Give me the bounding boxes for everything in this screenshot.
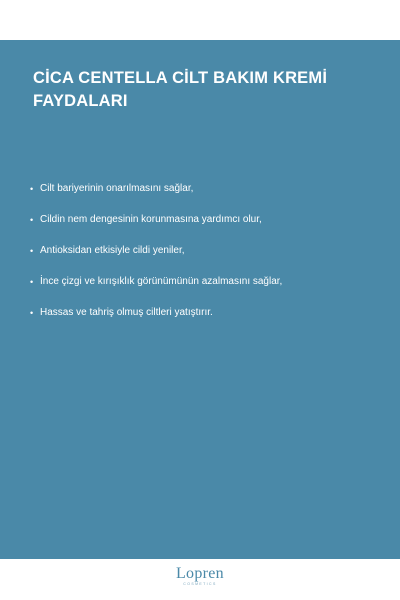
bullet-icon: •: [30, 308, 34, 318]
benefits-list: [30, 182, 380, 337]
benefit-item: [30, 182, 380, 196]
benefit-text: Antioksidan etkisiyle cildi yeniler,: [40, 245, 185, 256]
benefit-text: İnce çizgi ve kırışıklık görünümünün azalmasını sağlar,: [40, 276, 283, 287]
benefit-item: [30, 244, 380, 258]
bullet-icon: •: [30, 184, 34, 194]
bullet-icon: •: [30, 277, 34, 287]
benefit-text: Cilt bariyerinin onarılmasını sağlar,: [40, 183, 194, 194]
benefits-panel: [0, 40, 400, 559]
benefit-item: [30, 306, 380, 320]
page-title: [33, 67, 373, 113]
benefit-text: Cildin nem dengesinin korunmasına yardımcı olur,: [40, 214, 262, 225]
benefit-text: Hassas ve tahriş olmuş ciltleri yatıştırır.: [40, 307, 213, 318]
brand-tagline: COSMETICS: [183, 582, 217, 586]
brand-logo: [0, 565, 400, 587]
brand-name: Lopren: [175, 565, 224, 582]
bullet-icon: •: [30, 246, 34, 256]
title-line-1: CİCA CENTELLA CİLT BAKIM KREMİ: [33, 69, 328, 87]
bullet-icon: •: [30, 215, 34, 225]
title-line-2: FAYDALARI: [33, 92, 128, 110]
footer: [0, 559, 400, 600]
benefit-item: [30, 275, 380, 289]
benefit-item: [30, 213, 380, 227]
